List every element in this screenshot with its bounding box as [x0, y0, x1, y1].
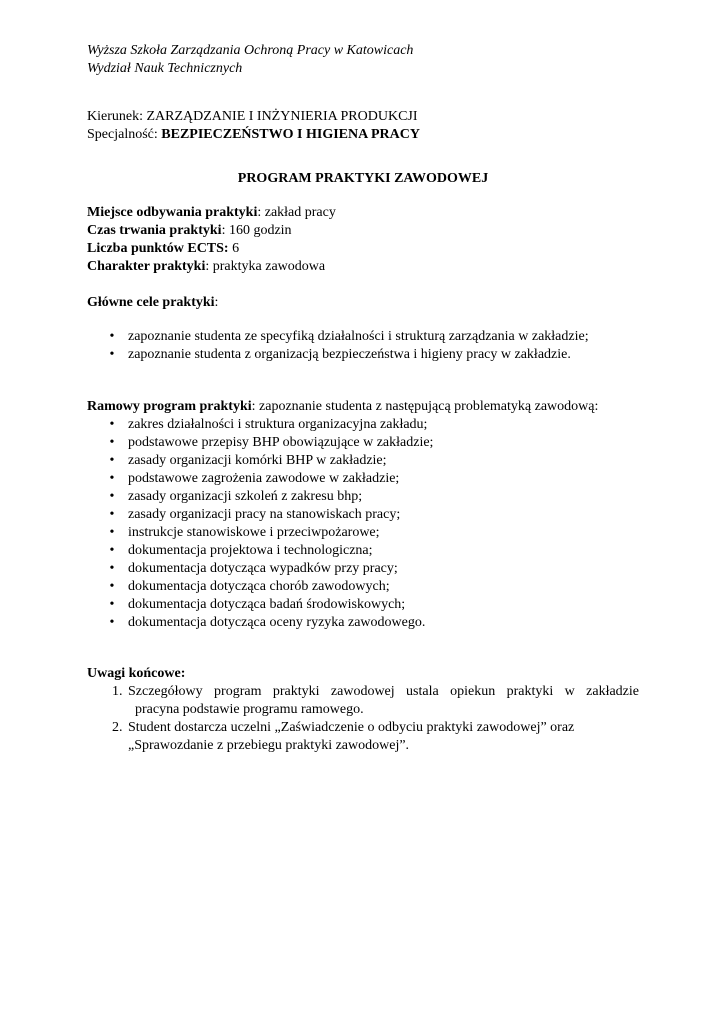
detail-value: zakład pracy [264, 205, 336, 220]
item-number: 1. [112, 684, 123, 699]
bullet-icon: • [109, 525, 115, 540]
list-item: • instrukcje stanowiskowe i przeciwpożarowe; [87, 524, 639, 542]
field-label: Kierunek: [87, 109, 147, 124]
bullet-icon: • [109, 489, 115, 504]
bullet-icon: • [109, 597, 115, 612]
list-item: • zapoznanie studenta ze specyfiką działalności i strukturą zarządzania w zakładzie; [87, 328, 639, 346]
bullet-icon: • [109, 453, 115, 468]
bullet-icon: • [109, 615, 115, 630]
remarks-heading: Uwagi końcowe: [87, 666, 186, 681]
detail-value: 160 godzin [228, 223, 292, 238]
bullet-icon: • [109, 543, 115, 558]
bullet-icon: • [109, 507, 115, 522]
detail-label: Liczba punktów ECTS: [87, 241, 229, 256]
list-item: • zasady organizacji pracy na stanowiskach pracy; [87, 506, 639, 524]
bullet-icon: • [109, 471, 115, 486]
list-item: • podstawowe przepisy BHP obowiązujące w zakładzie; [87, 434, 639, 452]
bullet-icon: • [109, 435, 115, 450]
item-number: 2. [112, 720, 123, 735]
specialization-value: BEZPIECZEŃSTWO I HIGIENA PRACY [161, 127, 420, 142]
school-name: Wyższa Szkoła Zarządzania Ochroną Pracy w Katowicach [87, 43, 414, 58]
bullet-icon: • [109, 561, 115, 576]
detail-value: 6 [232, 241, 240, 256]
list-item: • zasady organizacji komórki BHP w zakładzie; [87, 452, 639, 470]
detail-value: praktyka zawodowa [212, 259, 326, 274]
bullet-icon: • [109, 347, 115, 362]
detail-label: Czas trwania praktyki [87, 223, 222, 238]
list-item: • zakres działalności i struktura organizacyjna zakładu; [87, 416, 639, 434]
specialization-label: Specjalność: [87, 127, 162, 142]
list-item: • dokumentacja dotycząca wypadków przy pracy; [87, 560, 639, 578]
field-value: ZARZĄDZANIE I INŻYNIERIA PRODUKCJI [146, 109, 418, 124]
framework-heading: Ramowy program praktyki: zapoznanie studenta z następującą problematyką zawodową: [87, 399, 599, 414]
faculty-name: Wydział Nauk Technicznych [87, 61, 243, 76]
goals-heading: Główne cele praktyki: [87, 295, 219, 310]
document-page [87, 42, 639, 755]
list-item: • dokumentacja dotycząca oceny ryzyka zawodowego. [87, 614, 639, 632]
detail-duration: Czas trwania praktyki: 160 godzin [87, 223, 292, 238]
list-item: • dokumentacja projektowa i technologiczna; [87, 542, 639, 560]
detail-character: Charakter praktyki: praktyka zawodowa [87, 259, 326, 274]
practice-details [87, 204, 639, 276]
detail-place: Miejsce odbywania praktyki: zakład pracy [87, 205, 336, 220]
detail-label: Charakter praktyki [87, 259, 206, 274]
list-item: • zapoznanie studenta z organizacją bezpieczeństwa i higieny pracy w zakładzie. [87, 346, 639, 364]
list-item: • dokumentacja dotycząca badań środowiskowych; [87, 596, 639, 614]
document-title: PROGRAM PRAKTYKI ZAWODOWEJ [237, 171, 489, 186]
detail-ects [87, 240, 639, 258]
list-item: • zasady organizacji szkoleń z zakresu bhp; [87, 488, 639, 506]
remarks-list [87, 683, 639, 755]
list-item: • podstawowe zagrożenia zawodowe w zakładzie; [87, 470, 639, 488]
list-item: 1. Szczegółowy program praktyki zawodowej ustala opiekun praktyki w zakładzie pracyna podstawie programu ramowego. [112, 684, 639, 717]
detail-label: Miejsce odbywania praktyki [87, 205, 258, 220]
bullet-icon: • [109, 579, 115, 594]
field-of-study [87, 108, 639, 126]
bullet-icon: • [109, 417, 115, 432]
bullet-icon: • [109, 329, 115, 344]
goals-list [87, 328, 639, 364]
specialization [87, 126, 639, 144]
framework-list [87, 416, 639, 632]
list-item: • dokumentacja dotycząca chorób zawodowych; [87, 578, 639, 596]
list-item: 2. Student dostarcza uczelni „Zaświadczenie o odbyciu praktyki zawodowej” oraz „Sprawozdanie z przebiegu praktyki zawodowej”. [112, 720, 575, 753]
